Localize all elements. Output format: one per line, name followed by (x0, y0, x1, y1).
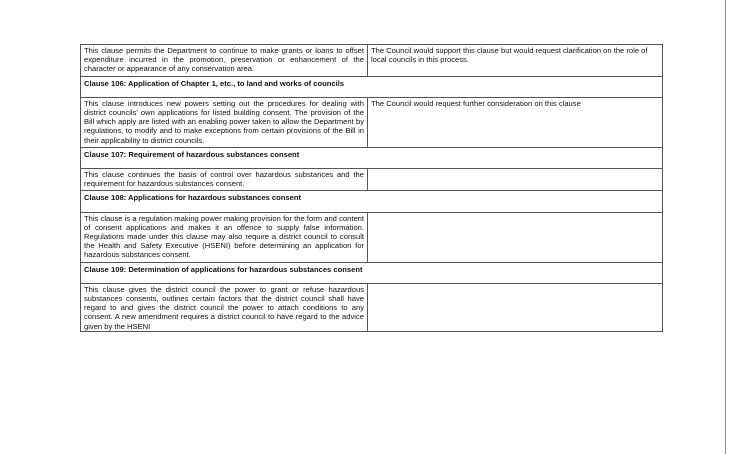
table-row (81, 97, 663, 147)
council-response-cell (368, 283, 663, 331)
table-row (81, 169, 663, 191)
clause-description-cell: This clause continues the basis of control over hazardous substances and the requirement for hazardous substances consent. (81, 169, 368, 191)
table-row (81, 283, 663, 331)
council-response-cell: The Council would support this clause but would request clarification on the role of local councils in this process. (368, 45, 663, 77)
council-response-cell (368, 169, 663, 191)
clause-description-cell: This clause introduces new powers setting out the procedures for dealing with district councils' own applications for listed building consent. The provision of the Bill which apply are listed with an enabling power taken to allow the Department by regulations, to modify and to make exceptions from certain provisions of the Bill in their applicability to district councils. (81, 97, 368, 147)
table-row (81, 45, 663, 77)
council-response-cell: The Council would request further consideration on this clause (368, 97, 663, 147)
clause-comments-table (80, 44, 663, 332)
clause-description-cell: This clause is a regulation making power making provision for the form and content of consent applications and makes it an offence to supply false information. Regulations made under this clause may also require a district council to consult the Health and Safety Executive (HSENI) before determining an application for hazardous substances consent. (81, 212, 368, 262)
clause-description-cell: This clause permits the Department to continue to make grants or loans to offset expenditure incurred in the promotion, preservation or enhancement of the character or appearance of any conservation area. (81, 45, 368, 77)
council-response-cell (368, 212, 663, 262)
clause-heading: Clause 106: Application of Chapter 1, etc., to land and works of councils (81, 76, 663, 97)
clause-heading: Clause 109: Determination of applications for hazardous substances consent (81, 262, 663, 283)
table-row (81, 191, 663, 212)
clause-heading: Clause 107: Requirement of hazardous substances consent (81, 147, 663, 168)
table-row (81, 76, 663, 97)
page-edge-line (725, 0, 726, 454)
table-row (81, 262, 663, 283)
table-row (81, 147, 663, 168)
table-row (81, 212, 663, 262)
clause-heading: Clause 108: Applications for hazardous substances consent (81, 191, 663, 212)
clause-description-cell: This clause gives the district council the power to grant or refuse hazardous substances consents, outlines certain factors that the district council shall have regard to and gives the district council the power to attach conditions to any consent. A new amendment requires a district council to have regard to the advice given by the HSENI (81, 283, 368, 331)
